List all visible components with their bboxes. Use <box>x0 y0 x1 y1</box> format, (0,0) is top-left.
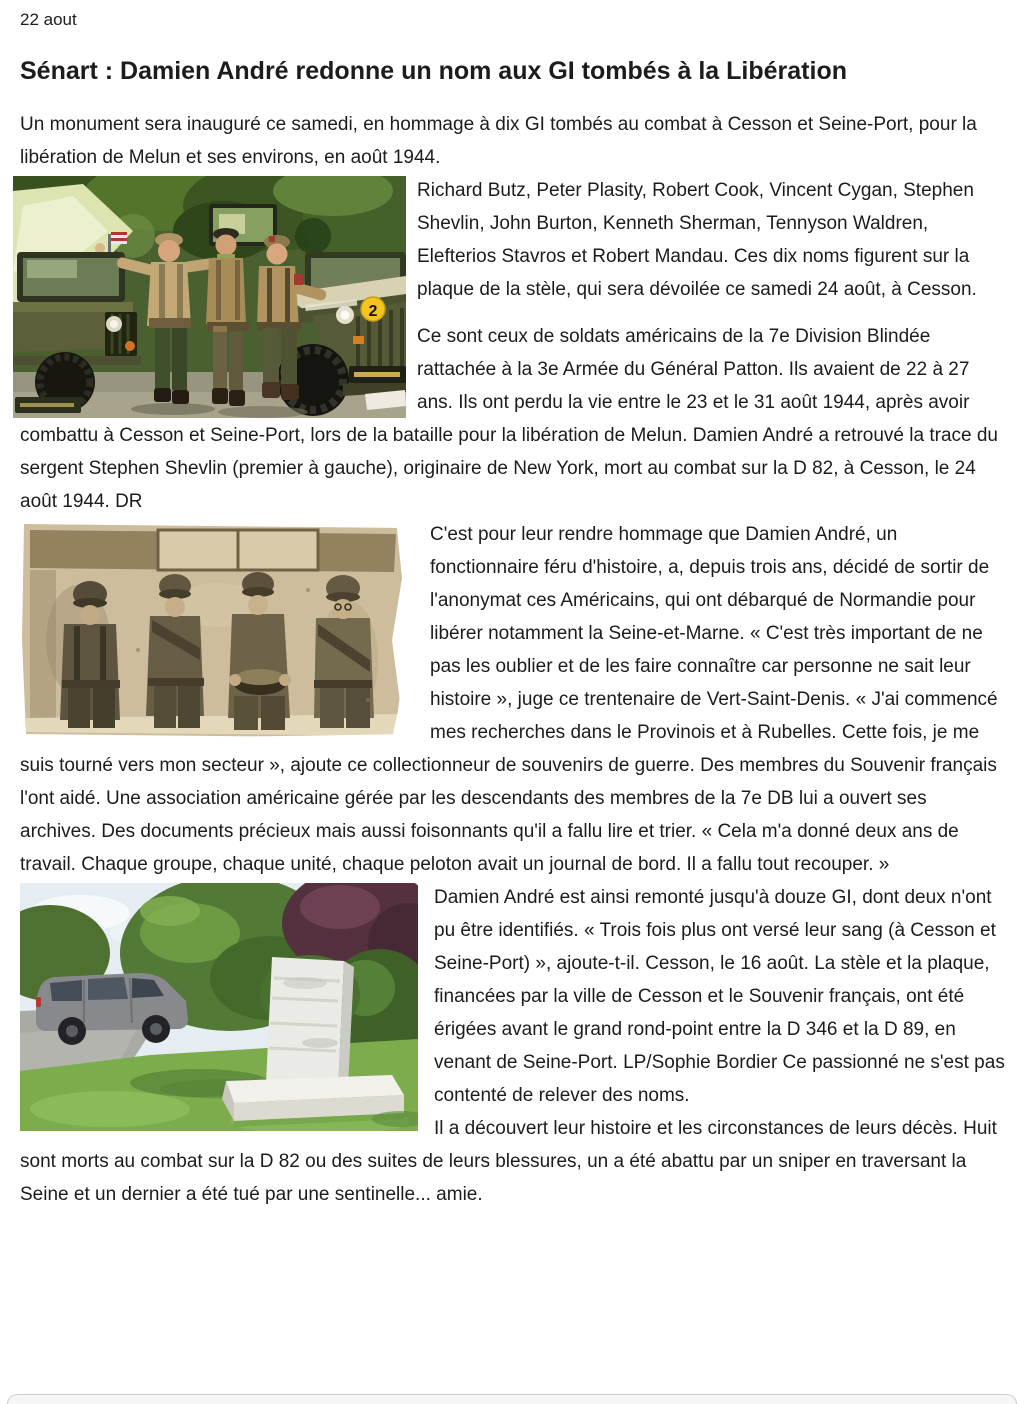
paragraph-decouverte: Il a découvert leur histoire et les circonstances de leurs décès. Huit sont morts au combat sur la D 82 ou des suites de leurs blessures, un a été abattu par un sniper en traversant la Seine et un dernier a été tué par une sentinelle... amie. <box>20 1118 997 1205</box>
bottom-panel-edge <box>7 1394 1017 1404</box>
paragraph-soldiers: Ce sont ceux de soldats américains de la 7e Division Blindée rattachée à la 3e Armée du Général Patton. Ils avaient de 22 à 27 ans. Ils ont perdu la vie entre le 23 et le 31 août 1944, après avoir combattu à Cesson et Seine-Port, lors de la bataille pour la libération de Melun. Damien André a retrouvé la trace du sergent Stephen Shevlin (premier à gauche), originaire de New York, mort au combat sur la D 82, à Cesson, le 24 août 1944. DR <box>20 326 998 512</box>
paragraph-names: Richard Butz, Peter Plasity, Robert Cook, Vincent Cygan, Stephen Shevlin, John Burton, Kenneth Sherman, Tennyson Waldren, Elefterios Stavros et Robert Mandau. Ces dix noms figurent sur la plaque de la stèle, qui sera dévoilée ce samedi 24 août, à Cesson. <box>417 180 977 300</box>
reenactors-jeeps-photo <box>13 176 406 418</box>
reenactors-jeeps-photo-art <box>13 176 406 418</box>
section-hommage <box>20 518 1005 881</box>
paragraph-douze-gi: Damien André est ainsi remonté jusqu'à douze GI, dont deux n'ont pu être identifiés. « Trois fois plus ont versé leur sang (à Cesson et Seine-Port) », ajoute-t-il. Cesson, le 16 août. La stèle et la plaque, financées par la ville de Cesson et le Souvenir français, ont été érigées avant le grand rond-point entre la D 346 et la D 89, en venant de Seine-Port. LP/Sophie Bordier Ce passionné ne s'est pas contenté de relever des noms. <box>434 887 1005 1106</box>
paragraph-hommage: C'est pour leur rendre hommage que Damien André, un fonctionnaire féru d'histoire, a, depuis trois ans, décidé de sortir de l'anonymat ces Américains, qui ont débarqué de Normandie pour libérer notamment la Seine-et-Marne. « C'est très important de ne pas les oublier et de les faire connaître car personne ne sait leur histoire », juge ce trentenaire de Vert-Saint-Denis. « J'ai commencé mes recherches dans le Provinois et à Rubelles. Cette fois, je me suis tourné vers mon secteur », ajoute ce collectionneur de souvenirs de guerre. Des membres du Souvenir français l'ont aidé. Une association américaine gérée par les descendants des membres de la 7e DB lui a ouvert ses archives. Des documents précieux mais aussi foisonnants qu'il a fallu lire et trier. « Cela m'a donné deux ans de travail. Chaque groupe, chaque unité, chaque peloton avait un journal de bord. Il a fallu tout recouper. » <box>20 524 998 875</box>
memorial-stele-photo <box>20 883 418 1131</box>
date-label: 22 aout <box>20 10 77 29</box>
section-stele <box>20 881 1005 1211</box>
memorial-stele-photo-art <box>20 883 418 1131</box>
article-standfirst: Un monument sera inauguré ce samedi, en hommage à dix GI tombés au combat à Cesson et Seine-Port, pour la libération de Melun et ses environs, en août 1944. <box>20 114 977 168</box>
article-title: Sénart : Damien André redonne un nom aux GI tombés à la Libération <box>20 57 847 85</box>
section-reenactors <box>20 174 1005 518</box>
vintage-soldiers-photo-art <box>18 520 412 747</box>
vintage-soldiers-photo <box>18 520 412 747</box>
jeep-badge-number: 2 <box>368 303 378 320</box>
